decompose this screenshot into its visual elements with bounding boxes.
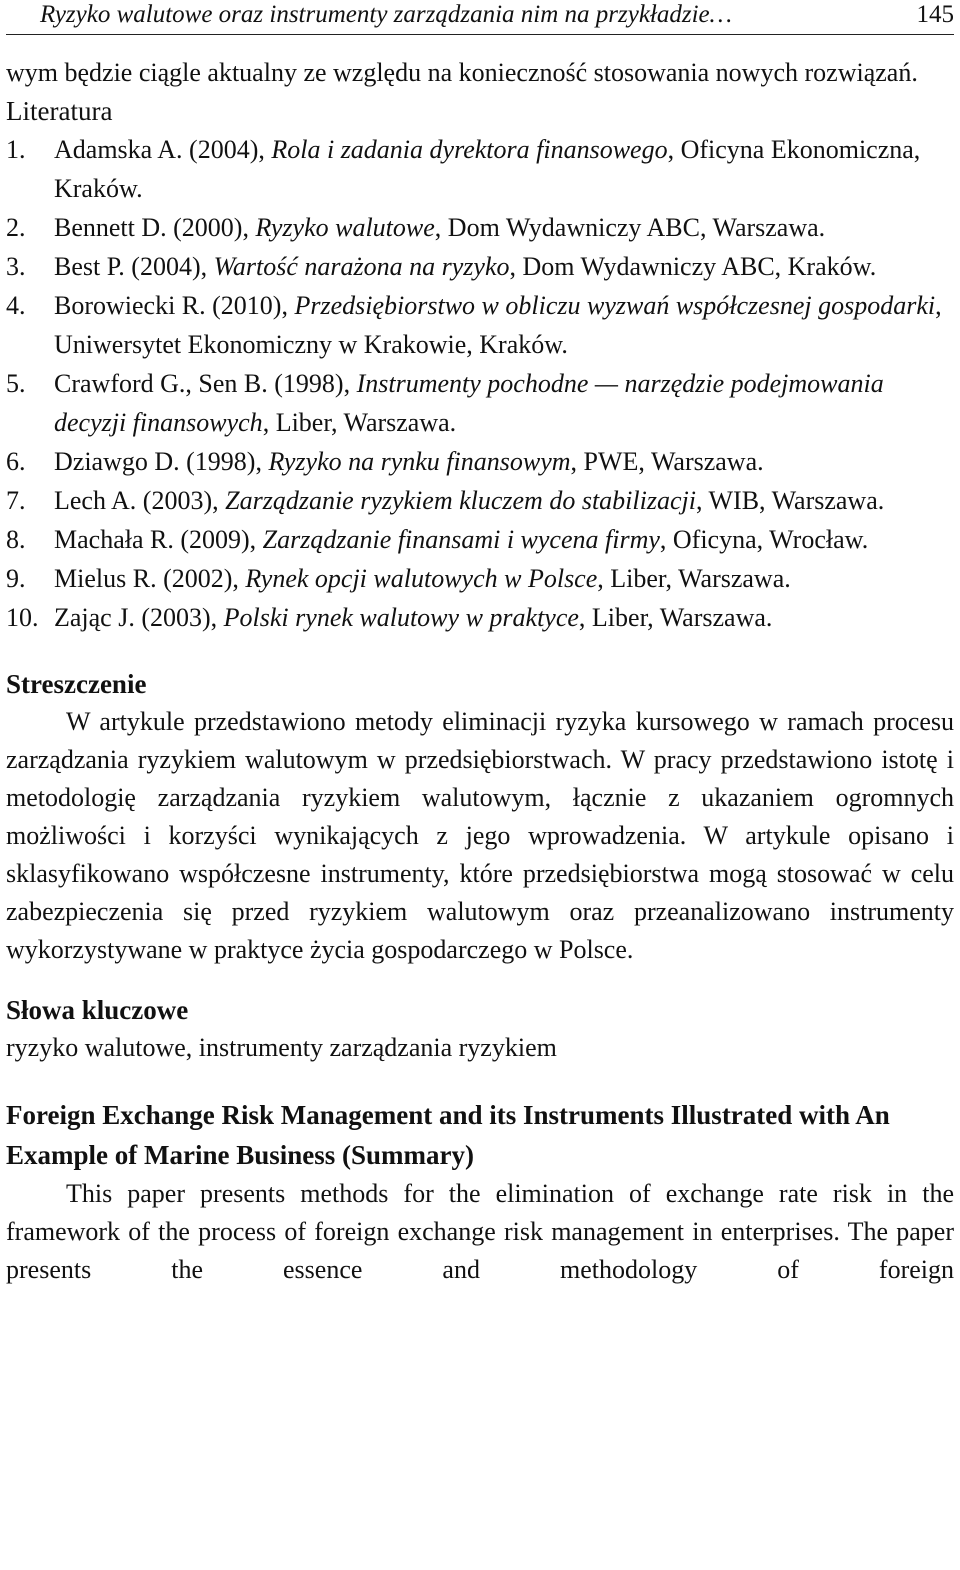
reference-author: Lech A. (2003), xyxy=(54,486,226,515)
reference-author: Mielus R. (2002), xyxy=(54,564,246,593)
reference-author: Dziawgo D. (1998), xyxy=(54,447,269,476)
reference-item xyxy=(6,130,954,208)
reference-title: Polski rynek walutowy w praktyce xyxy=(223,603,579,632)
page-number: 145 xyxy=(916,1,954,28)
reference-author: Borowiecki R. (2010), xyxy=(54,291,295,320)
reference-number: 9. xyxy=(6,564,26,593)
reference-item xyxy=(6,481,954,520)
reference-number: 5. xyxy=(6,369,26,398)
keywords-text: ryzyko walutowe, instrumenty zarządzania ryzykiem xyxy=(6,1033,557,1062)
reference-item xyxy=(6,286,954,364)
reference-author: Zając J. (2003), xyxy=(54,603,224,632)
reference-list xyxy=(6,130,954,637)
reference-author: Machała R. (2009), xyxy=(54,525,263,554)
reference-number: 1. xyxy=(6,135,26,164)
reference-publisher: , Oficyna, Wrocław. xyxy=(659,525,869,554)
summary-en-text: This paper presents methods for the elimination of exchange rate risk in the framework of the process of foreign exchange risk management in enterprises. The paper presents the essence and methodology of foreign xyxy=(6,1179,954,1284)
reference-number: 4. xyxy=(6,291,26,320)
reference-publisher: , Liber, Warszawa. xyxy=(578,603,773,632)
reference-publisher: , Liber, Warszawa. xyxy=(597,564,791,593)
reference-item xyxy=(6,559,954,598)
reference-author: Best P. (2004), xyxy=(54,252,214,281)
reference-publisher: , PWE, Warszawa. xyxy=(570,447,764,476)
summary-pl-heading: Streszczenie xyxy=(6,669,147,699)
reference-title: Ryzyko walutowe xyxy=(255,213,435,242)
reference-item xyxy=(6,442,954,481)
intro-paragraph: wym będzie ciągle aktualny ze względu na konieczność stosowania nowych rozwiązań. xyxy=(6,58,918,87)
reference-title: Wartość narażona na ryzyko xyxy=(213,252,510,281)
reference-publisher: , Liber, Warszawa. xyxy=(262,408,457,437)
reference-number: 7. xyxy=(6,486,26,515)
reference-item xyxy=(6,208,954,247)
reference-number: 3. xyxy=(6,252,26,281)
reference-publisher: , Uniwersytet Ekonomiczny w Krakowie, Kraków. xyxy=(54,291,942,359)
reference-author: Adamska A. (2004), xyxy=(54,135,272,164)
content xyxy=(6,54,954,1289)
reference-title: Rynek opcji walutowych w Polsce xyxy=(245,564,598,593)
keywords-heading: Słowa kluczowe xyxy=(6,995,189,1025)
reference-title: Instrumenty pochodne — narzędzie podejmowania decyzji finansowych xyxy=(54,369,884,437)
reference-title: Zarządzanie ryzykiem kluczem do stabilizacji xyxy=(225,486,696,515)
running-title: Ryzyko walutowe oraz instrumenty zarządzania nim na przykładzie… xyxy=(40,1,732,28)
literature-heading: Literatura xyxy=(6,96,113,126)
reference-publisher: , Dom Wydawniczy ABC, Warszawa. xyxy=(434,213,826,242)
reference-author: Bennett D. (2000), xyxy=(54,213,256,242)
summary-en-heading: Foreign Exchange Risk Management and its Instruments Illustrated with An Example of Marine Business (Summary) xyxy=(6,1100,890,1170)
reference-publisher: , Dom Wydawniczy ABC, Kraków. xyxy=(509,252,877,281)
reference-number: 2. xyxy=(6,213,26,242)
reference-title: Rola i zadania dyrektora finansowego xyxy=(271,135,668,164)
reference-number: 10. xyxy=(6,603,39,632)
reference-item xyxy=(6,247,954,286)
running-header xyxy=(6,0,954,35)
reference-title: Przedsiębiorstwo w obliczu wyzwań współczesnej gospodarki xyxy=(294,291,936,320)
reference-author: Crawford G., Sen B. (1998), xyxy=(54,369,357,398)
reference-item xyxy=(6,598,954,637)
reference-title: Zarządzanie finansami i wycena firmy xyxy=(262,525,660,554)
reference-publisher: , WIB, Warszawa. xyxy=(695,486,885,515)
summary-pl-text: W artykule przedstawiono metody eliminacji ryzyka kursowego w ramach procesu zarządzania ryzykiem walutowym w przedsiębiorstwach. W pracy przedstawiono istotę i metodologię zarządzania ryzykiem walutowym, łącznie z ukazaniem ogromnych możliwości i korzyści wynikających z jego wprowadzenia. W artykule opisano i sklasyfikowano współczesne instrumenty, które przedsiębiorstwa mogą stosować w celu zabezpieczenia się przed ryzykiem walutowym oraz przeanalizowano instrumenty wykorzystywane w praktyce życia gospodarczego w Polsce. xyxy=(6,707,954,964)
reference-title: Ryzyko na rynku finansowym xyxy=(268,447,571,476)
reference-item xyxy=(6,364,954,442)
reference-number: 8. xyxy=(6,525,26,554)
reference-publisher: , Oficyna Ekonomiczna, Kraków. xyxy=(54,135,921,203)
reference-number: 6. xyxy=(6,447,26,476)
reference-item xyxy=(6,520,954,559)
